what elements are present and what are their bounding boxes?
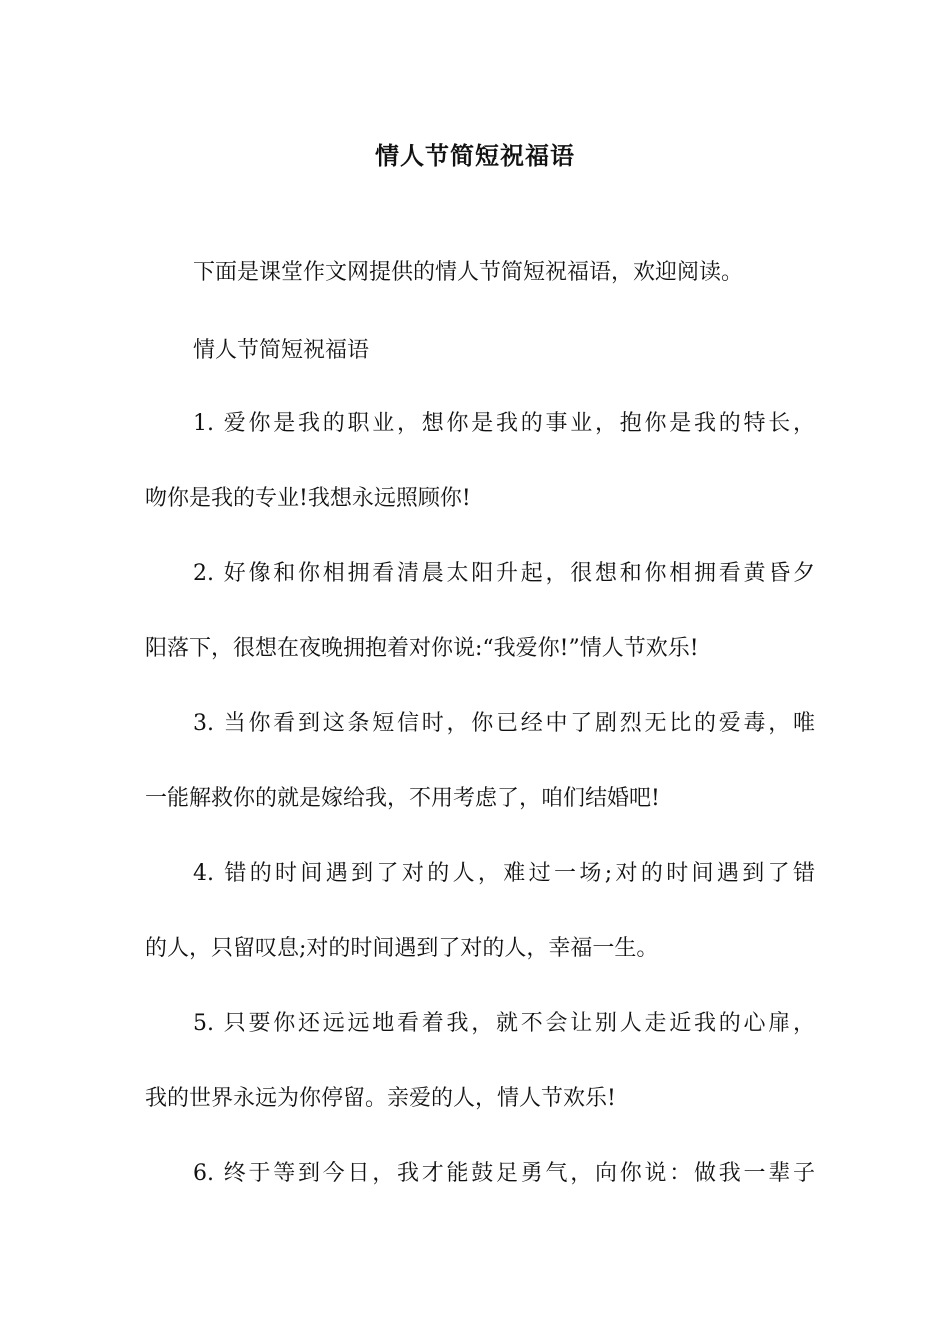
document-title: 情人节简短祝福语 — [375, 141, 575, 170]
wish-5-line-1: 5. 只要你还远远地看着我，就不会让别人走近我的心扉， — [193, 1011, 815, 1036]
wish-3-line-1: 3. 当你看到这条短信时，你已经中了剧烈无比的爱毒，唯 — [193, 711, 815, 736]
wish-4-line-1: 4. 错的时间遇到了对的人，难过一场;对的时间遇到了错 — [193, 861, 815, 886]
wish-6-line-1: 6. 终于等到今日，我才能鼓足勇气，向你说：做我一辈子 — [193, 1161, 815, 1186]
wish-3-line-2: 一能解救你的就是嫁给我，不用考虑了，咱们结婚吧! — [145, 786, 660, 811]
intro-paragraph: 下面是课堂作文网提供的情人节简短祝福语，欢迎阅读。 — [193, 260, 744, 285]
wish-4-line-2: 的人，只留叹息;对的时间遇到了对的人，幸福一生。 — [145, 936, 659, 961]
wish-1-line-2: 吻你是我的专业!我想永远照顾你! — [145, 486, 471, 511]
wish-2-line-2: 阳落下，很想在夜晚拥抱着对你说:“我爱你!”情人节欢乐! — [145, 636, 699, 661]
section-heading: 情人节简短祝福语 — [193, 338, 370, 363]
wish-5-line-2: 我的世界永远为你停留。亲爱的人，情人节欢乐! — [145, 1086, 616, 1111]
wish-1-line-1: 1. 爱你是我的职业，想你是我的事业，抱你是我的特长， — [193, 411, 815, 436]
wish-2-line-1: 2. 好像和你相拥看清晨太阳升起，很想和你相拥看黄昏夕 — [193, 561, 815, 586]
